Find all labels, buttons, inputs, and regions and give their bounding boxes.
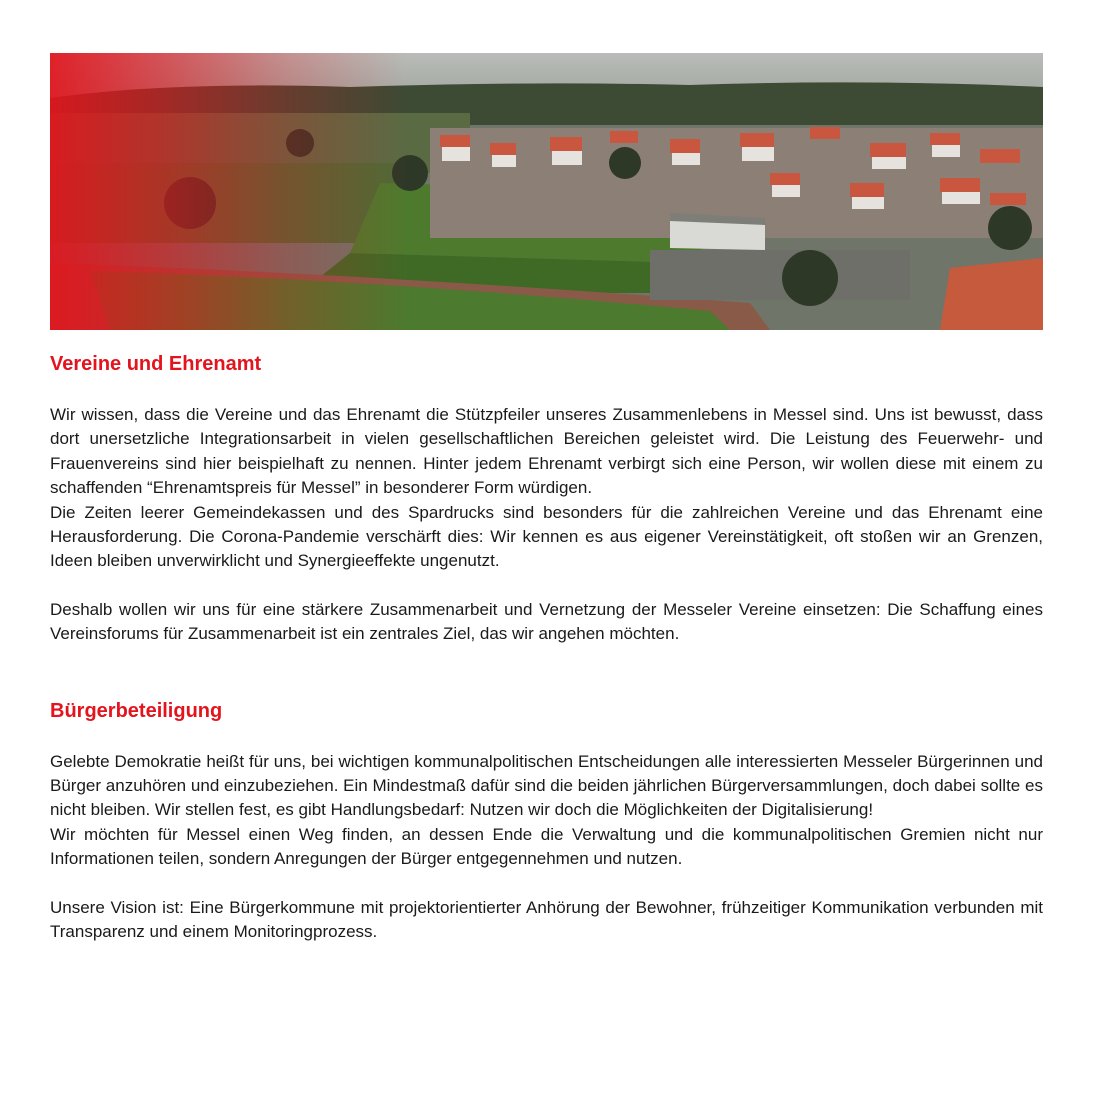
paragraph: Wir wissen, dass die Vereine und das Ehrenamt die Stützpfeiler unseres Zusammenlebens in Messel sind. Uns ist bewusst, dass dort unersetzliche Integrationsarbeit in vielen gesellschaftlichen Bereichen geleistet wird. Die Leistung des Feuerwehr- und Frauenvereins sind hier beispielhaft zu nennen. Hinter jedem Ehrenamt verbirgt sich eine Person, wir wollen diese mit einem zu schaffenden “Ehrenamtspreis für Messel” in besonderer Form würdigen. <box>50 405 1043 498</box>
section-heading-buergerbeteiligung: Bürgerbeteiligung <box>50 699 223 722</box>
paragraph: Deshalb wollen wir uns für eine stärkere Zusammenarbeit und Vernetzung der Messeler Vereine einsetzen: Die Schaffung eines Vereinsforums für Zusammenarbeit ist ein zentrales Ziel, das wir angehen möchten. <box>50 599 1043 644</box>
section-heading-vereine: Vereine und Ehrenamt <box>50 353 262 375</box>
paragraph: Unsere Vision ist: Eine Bürgerkommune mit projektorientierter Anhörung der Bewohner, frühzeitiger Kommunikation verbunden mit Transparenz und einem Monitoringprozess. <box>50 897 1043 942</box>
main-content <box>50 350 1043 945</box>
paragraph: Die Zeiten leerer Gemeindekassen und des Spardrucks sind besonders für die zahlreichen Vereine und das Ehrenamt eine Herausforderung. Die Corona-Pandemie verschärft dies: Wir kennen es aus eigener Vereinstätigkeit, oft stoßen wir an Grenzen, Ideen bleiben unverwirklicht und Synergieeffekte ungenutzt. <box>50 502 1043 571</box>
aerial-village-photo <box>50 53 1043 330</box>
paragraph: Gelebte Demokratie heißt für uns, bei wichtigen kommunalpolitischen Entscheidungen alle interessierten Messeler Bürgerinnen und Bürger anzuhören und einzubeziehen. Ein Mindestmaß dafür sind die beiden jährlichen Bürgerversammlungen, doch dabei sollte es nicht bleiben. Wir stellen fest, es gibt Handlungsbedarf: Nutzen wir doch die Möglichkeiten der Digitalisierung! <box>50 751 1043 820</box>
paragraph: Wir möchten für Messel einen Weg finden, an dessen Ende die Verwaltung und die kommunalpolitischen Gremien nicht nur Informationen teilen, sondern Anregungen der Bürger entgegennehmen und nutzen. <box>50 824 1043 869</box>
header-photo <box>50 53 1043 330</box>
